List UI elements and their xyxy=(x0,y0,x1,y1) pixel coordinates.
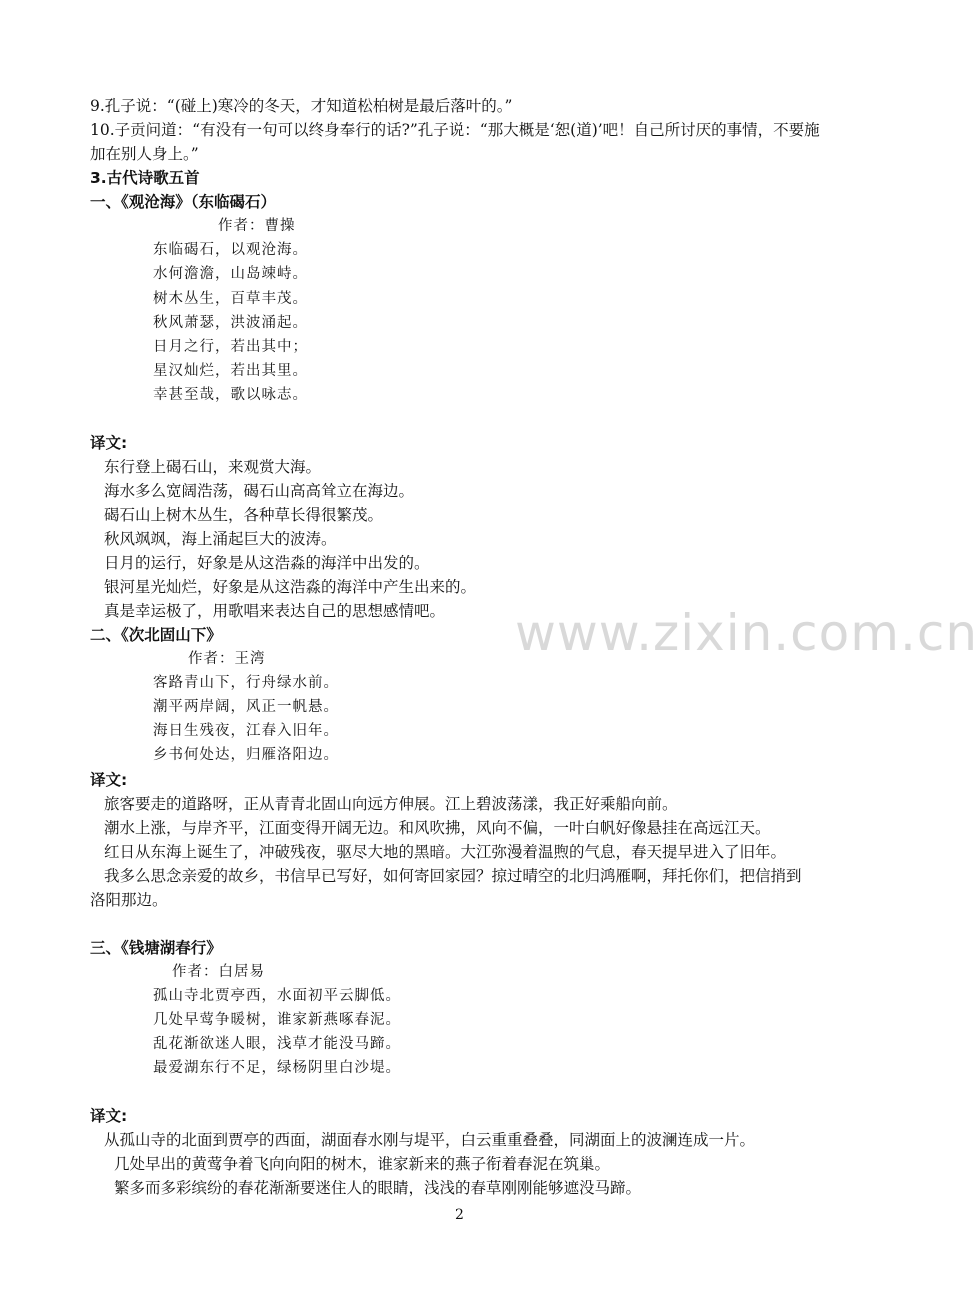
poem-line: 秋风萧瑟，洪波涌起。 xyxy=(153,315,308,331)
translation-line: 碣石山上树木丛生，各种草长得很繁茂。 xyxy=(104,506,384,524)
translation-line: 我多么思念亲爱的故乡，书信早已写好，如何寄回家园？掠过晴空的北归鸿雁啊，拜托你们，把信捎到 xyxy=(104,867,802,885)
poem-author: 作者：曹操 xyxy=(218,218,296,234)
poem-line: 几处早莺争暖树，谁家新燕啄春泥。 xyxy=(153,1012,401,1028)
translation-line: 日月的运行，好象是从这浩淼的海洋中出发的。 xyxy=(104,554,430,572)
text-line: 加在别人身上。” xyxy=(90,145,199,163)
section-heading: 3.古代诗歌五首 xyxy=(90,169,200,187)
translation-line: 潮水上涨，与岸齐平，江面变得开阔无边。和风吹拂，风向不偏，一叶白帆好像悬挂在高远江天。 xyxy=(104,819,771,837)
poem-line: 潮平两岸阔，风正一帆悬。 xyxy=(153,699,339,715)
translation-line: 真是幸运极了，用歌唱来表达自己的思想感情吧。 xyxy=(104,602,446,620)
poem-heading: 一、《观沧海》（东临碣石） xyxy=(90,193,277,211)
translation-line: 银河星光灿烂，好象是从这浩淼的海洋中产生出来的。 xyxy=(104,578,477,596)
text-line: 9.孔子说：“(碰上)寒冷的冬天，才知道松柏树是最后落叶的。” xyxy=(90,97,513,115)
translation-line: 秋风飒飒，海上涌起巨大的波涛。 xyxy=(104,530,337,548)
translation-line: 东行登上碣石山，来观赏大海。 xyxy=(104,458,322,476)
translation-label: 译文: xyxy=(90,434,128,452)
translation-line: 洛阳那边。 xyxy=(90,891,168,909)
poem-line: 最爱湖东行不足，绿杨阴里白沙堤。 xyxy=(153,1060,401,1076)
poem-line: 树木丛生，百草丰茂。 xyxy=(153,291,308,307)
translation-line: 从孤山寺的北面到贾亭的西面，湖面春水刚与堤平，白云重重叠叠，同湖面上的波澜连成一片。 xyxy=(104,1131,756,1149)
poem-author: 作者：王湾 xyxy=(188,651,266,667)
poem-author: 作者：白居易 xyxy=(172,964,265,980)
text-line: 10.子贡问道：“有没有一句可以终身奉行的话?”孔子说：“那大概是‘恕(道)’吧！自己所讨厌的事情，不要施 xyxy=(90,121,820,139)
poem-line: 幸甚至哉，歌以咏志。 xyxy=(153,387,308,403)
poem-line: 乡书何处达，归雁洛阳边。 xyxy=(153,747,339,763)
translation-label: 译文: xyxy=(90,771,128,789)
translation-line: 红日从东海上诞生了，冲破残夜，驱尽大地的黑暗。大江弥漫着温煦的气息，春天提早进入了旧年。 xyxy=(104,843,787,861)
poem-line: 客路青山下，行舟绿水前。 xyxy=(153,675,339,691)
poem-line: 东临碣石，以观沧海。 xyxy=(153,242,308,258)
poem-line: 海日生残夜，江春入旧年。 xyxy=(153,723,339,739)
translation-line: 几处早出的黄莺争着飞向向阳的树木，谁家新来的燕子衔着春泥在筑巢。 xyxy=(114,1155,611,1173)
translation-line: 海水多么宽阔浩荡，碣石山高高耸立在海边。 xyxy=(104,482,415,500)
translation-label: 译文: xyxy=(90,1107,128,1125)
poem-line: 乱花渐欲迷人眼，浅草才能没马蹄。 xyxy=(153,1036,401,1052)
translation-line: 旅客要走的道路呀，正从青青北固山向远方伸展。江上碧波荡漾，我正好乘船向前。 xyxy=(104,795,678,813)
poem-line: 日月之行，若出其中； xyxy=(153,339,308,355)
poem-heading: 二、《次北固山下》 xyxy=(90,626,222,644)
poem-heading: 三、《钱塘湖春行》 xyxy=(90,939,222,957)
poem-line: 星汉灿烂，若出其里。 xyxy=(153,363,308,379)
page-number: 2 xyxy=(455,1207,464,1223)
translation-line: 繁多而多彩缤纷的春花渐渐要迷住人的眼睛，浅浅的春草刚刚能够遮没马蹄。 xyxy=(114,1179,642,1197)
poem-line: 水何澹澹，山岛竦峙。 xyxy=(153,266,308,282)
poem-line: 孤山寺北贾亭西，水面初平云脚低。 xyxy=(153,988,401,1004)
watermark: www.zixin.com.cn xyxy=(515,604,978,662)
